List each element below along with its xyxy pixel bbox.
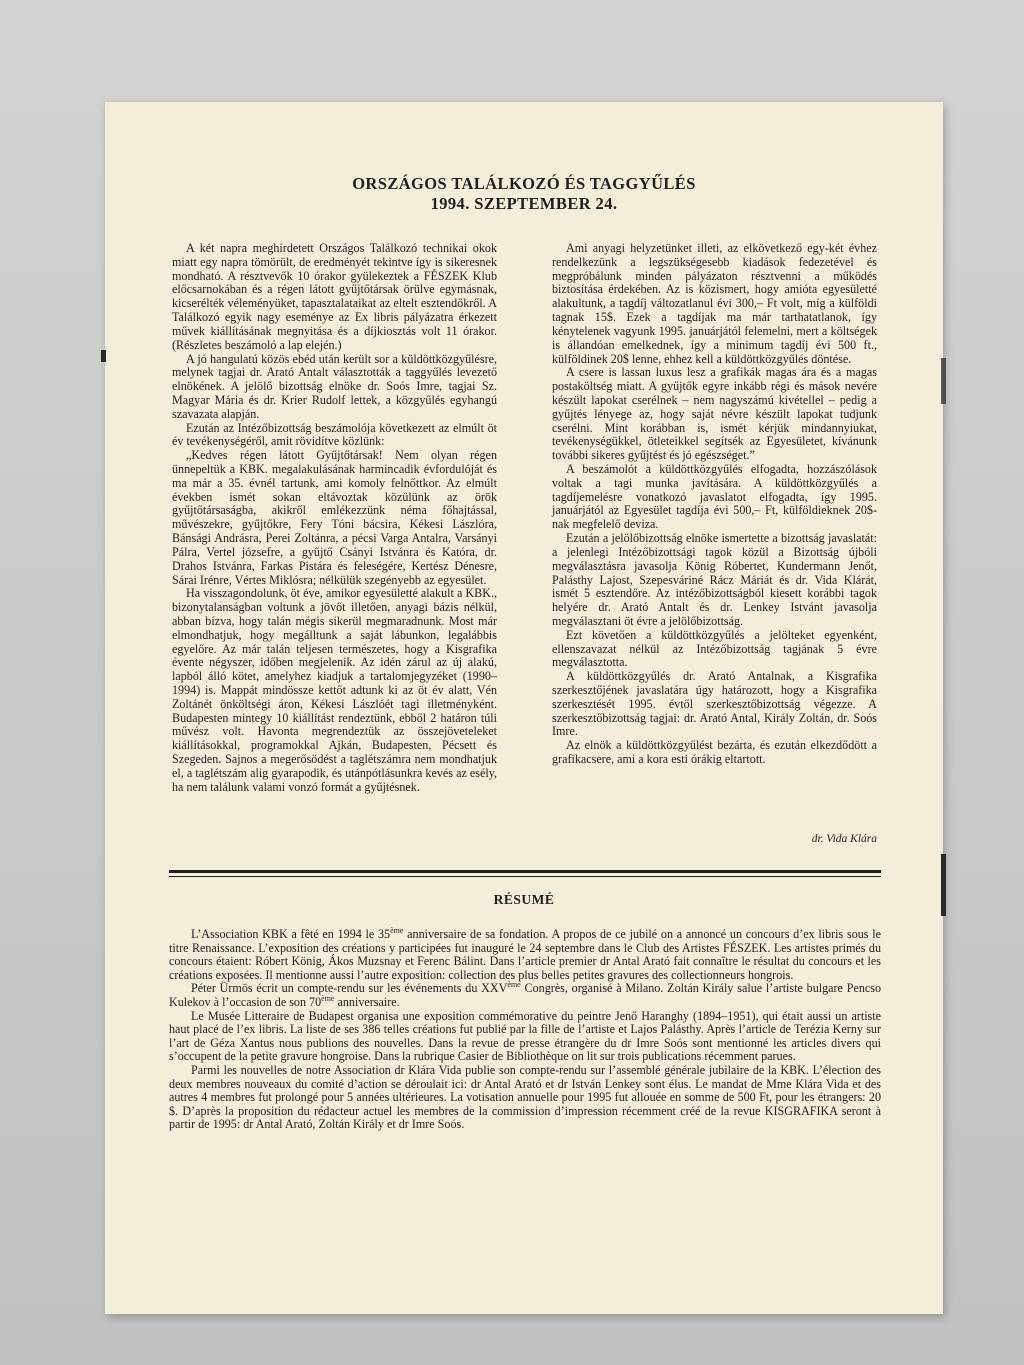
article-paragraph: „Kedves régen látott Gyűjtőtársak! Nem olyan régen ünnepeltük a KBK. megalakulásának harmincadik évfordulóját és ma már a 35. évnél tartunk, ami komoly felnőttkor. Az elmúlt években ismét sokan eltávoztak közülünk az örök gyűjtőtársaságba, akikről emlékezzünk néma főhajtással, művészekre, gyűjtőkre, Fery Tóni bácsira, Kékesi Lászlóra, Bánsági Andrásra, Perei Zoltánra, a pécsi Varga Antalra, Varsányi Pálra, Vertel józsefre, a gyűjtő Csányi Istvánra és Katóra, dr. Drahos Istvánra, Farkas Pistára és feleségére, Kertész Dénesre, Sárai Irénre, Vértes Miklósra; nélkülük szegényebb az egyesület. [172, 448, 497, 587]
edge-mark-right-upper [941, 358, 946, 404]
article-paragraph: Az elnök a küldöttközgyűlést bezárta, és ezután elkezdődött a grafikacsere, ami a kora esti órákig eltartott. [552, 738, 877, 767]
article-paragraph: A két napra meghirdetett Országos Találkozó technikai okok miatt egy napra tömörült, de eredményét tekintve így is sikeresnek mondható. A résztvevők 10 órakor gyülekeztek a FÉSZEK Klub előcsarnokában és a régen látott gyűjtőtársak örülve egymásnak, kicserélték véleményüket, tapasztalataikat az eltelt esztendőkről. A Találkozó egyik nagy eseménye az Ex libris pályázatra érkezett művek kiállításának megnyitása és a díjkiosztás volt 11 órakor. (Részletes beszámoló a lap elején.) [172, 241, 497, 352]
superscript: ème [390, 925, 404, 935]
superscript: ème [321, 993, 335, 1003]
page-date: 1994. SZEPTEMBER 24. [430, 194, 618, 213]
article-paragraph: Ezt követően a küldöttközgyűlés a jelölteket egyenként, ellenszavazat nélkül az Intézőbizottság tagjának 5 évre megválasztotta. [552, 627, 877, 670]
resume-heading: RÉSUMÉ [493, 892, 555, 907]
resume-text [169, 925, 881, 1132]
article-paragraph: A beszámolót a küldöttközgyűlés elfogadta, hozzászólások voltak a tagi munka javítására. A küldöttközgyűlés a tagdíjemelésre vonatkozó javaslatot elfogadta, így 1995. januárjától az Egyesület tagdíja évi 500,– Ft, külföldieknek 20$-nak megfelelő deviza. [552, 462, 877, 532]
article-paragraph: A csere is lassan luxus lesz a grafikák magas ára és a magas postaköltség miatt. A gyűjtők egyre inkább régi és mások nevére készült lapokat cserélnek – nem nagyszámú kivétellel – pedig a gyűjtés lényege az, hogy saját névre készült lapokat tudjunk cserélni. Mint korábban is, ismét kérjük mindannyiukat, tevékenységükkel, ötleteikkel segítsék az Egyesületet, kívánunk további sikeres gyűjtést és jó egészséget.” [552, 365, 877, 463]
author-signature: dr. Vida Klára [811, 833, 877, 845]
resume-paragraph [169, 982, 881, 1009]
resume-paragraph: Le Musée Litteraire de Budapest organisa une exposition commémorative du peintre Jenő Haranghy (1894–1951), qui était aussi un artiste haut placé de l’ex libris. La liste de ses 386 telles créations fut publié par la fille de l’artiste et Lajos Palásthy. Après l’article de Terézia Kerny sur l’art de Géza Xantus nous publions des nouvelles. Dans la revue de presse étrangère du dr Imre Soós sont mentionné les articles divers qui s’occupent de la petite gravure hongroise. Dans la rubrique Casier de Bibliothèque on lit sur trois publications récemment parues. [169, 1008, 881, 1064]
article-paragraph: A küldöttközgyűlés dr. Arató Antalnak, a Kisgrafika szerkesztőjének javaslatára úgy határozott, hogy a Kisgrafika szerkesztését 1995. évtől szerkesztőbizottság végezze. A szerkesztőbizottság tagjai: dr. Arató Antal, Király Zoltán, dr. Soós Imre. [552, 669, 877, 739]
article-paragraph: Ezután a jelölőbizottság elnöke ismertette a bizottság javaslatát: a jelenlegi Intézőbizottsági tagok közül a Bizottság újbóli megválasztásra javasolja König Róbertet, Kundermann Jenőt, Palásthy Lajost, Szepesváriné Rácz Máriát és dr. Vida Klárát, ismét 5 esztendőre. Az intézőbizottságból kiesett korábbi tagok helyére dr. Arató Antalt és dr. Lenkey Istvánt javasolja megválasztani öt évre a jelölőbizottság. [552, 531, 877, 628]
resume-text-run: anniversaire. [334, 994, 400, 1009]
resume-text-run: L’Association KBK a fêté en 1994 le 35 [191, 927, 391, 941]
resume-text-run: anniversaire de sa fondation. A propos de ce jubilé on a annoncé un concours d’ex libris sous le titre Renaissance. L’exposition des créations y participées fut inauguré le 24 septembre dans le Club des Artistes FÉSZEK. Les artistes primés du concours étaient: Róbert König, Ákos Muzsnay et Ferenc Bálint. Dans l’article premier dr Antal Arató fait connaître le résultat du concours et les créations exposées. Il mentionne aussi l’autre exposition: collection des plus belles petites gravures des collectionneurs hongrois. [169, 927, 881, 982]
article-paragraph: Ezután az Intézőbizottság beszámolója következett az elmúlt öt év tevékenységéről, amit rövidítve közlünk: [172, 420, 497, 449]
section-divider-thin [169, 876, 881, 877]
article-left-column [172, 242, 497, 795]
resume-text-run: Péter Ürmös écrit un compte-rendu sur les événements du XXV [191, 981, 508, 996]
superscript: ème [507, 980, 521, 990]
resume-paragraph [169, 925, 881, 982]
resume-paragraph: Parmi les nouvelles de notre Association dr Klára Vida publie son compte-rendu sur l’assemblé générale jubilaire de la KBK. L’élection des deux membres nouveaux du comité d’action se déroulait ici: dr Antal Arató et dr István Lenkey sont élus. Le mandat de Mme Klára Vida et des autres 4 membres fut prolongé pour 5 années ultérieures. La votisation annuelle pour 1995 fut allouée en somme de 500 Ft, pour les étrangers: 20 $. D’après la proposition du rédacteur actuel les membres de la commission d’impression récemment créé de la revue KISGRAFIKA seront à partir de 1995: dr Antal Arató, Zoltán Király et dr Imre Soós. [169, 1062, 881, 1132]
section-divider-thick [169, 870, 881, 873]
article-paragraph: Ha visszagondolunk, öt éve, amikor egyesületté alakult a KBK., bizonytalanságban voltunk a jövőt illetően, anyagi bázis nélkül, abban bízva, hogy talán mégis sikerül megmaradnunk. Most már elmondhatjuk, hogy megálltunk a saját lábunkon, legalábbis egyelőre. Az már talán teljesen természetes, hogy a Kisgrafika évente négyszer, időben megjelenik. Az idén zárul az új alakú, lapból álló kötet, amelyhez kiadjuk a tartalomjegyzéket (1990–1994) is. Mappát mindössze kettőt adtunk ki az öt év alatt, Vén Zoltánét önköltségi áron, Kékesi Lászlóét tagi illetményként. Budapesten mintegy 10 kiállítást rendeztünk, ebből 2 határon túli művész volt. Havonta megrendeztük az összejöveteleket kiállításokkal, programokkal Ajkán, Budapesten, Pécsett és Szegeden. Sajnos a megerősödést a taglétszámra nem mondhatjuk el, a taglétszám alig gyarapodik, és utánpótlásunkra kevés az esély, ha nem találunk valami vonzó formát a gyűjtésnek. [172, 586, 497, 794]
article-paragraph: A jó hangulatú közös ebéd után került sor a küldöttközgyűlésre, melynek tagjai dr. Arató Antalt választották a taggyűlés levezető elnökének. A jelölő bizottság elnöke dr. Soós Imre, tagjai Sz. Magyar Mária és dr. Krier Rudolf lettek, a közgyűlés egyhangú szavazata alapján. [172, 351, 497, 421]
page-title: ORSZÁGOS TALÁLKOZÓ ÉS TAGGYŰLÉS [352, 174, 696, 193]
article-paragraph: Ami anyagi helyzetünket illeti, az elkövetkező egy-két évhez rendelkezünk a legszükségesebb kiadások fedezetével és megpróbálunk minden pályázaton résztvenni a működés biztosítása érdekében. Az is közismert, hogy amióta egyesületté alakultunk, a tagdíj változatlanul évi 300,– Ft volt, míg a külföldi tagnak 15$. Ezek a tagdíjak ma már tarthatatlanok, így kénytelenek vagyunk 1995. januárjától felemelni, mert a költségek is állandóan emelkednek, így a minimum tagdíj évi 500 ft., külföldinek 20$ lenne, ehhez kell a küldöttközgyűlés döntése. [552, 241, 877, 366]
article-right-column [552, 242, 877, 767]
document-page [105, 102, 943, 1314]
edge-mark-left [101, 350, 106, 362]
resume-text-run: Congrès, organisé à Milano. Zoltán Király salue l’artiste bulgare Pencso Kulekov à l’occasion de son 70 [169, 981, 881, 1009]
